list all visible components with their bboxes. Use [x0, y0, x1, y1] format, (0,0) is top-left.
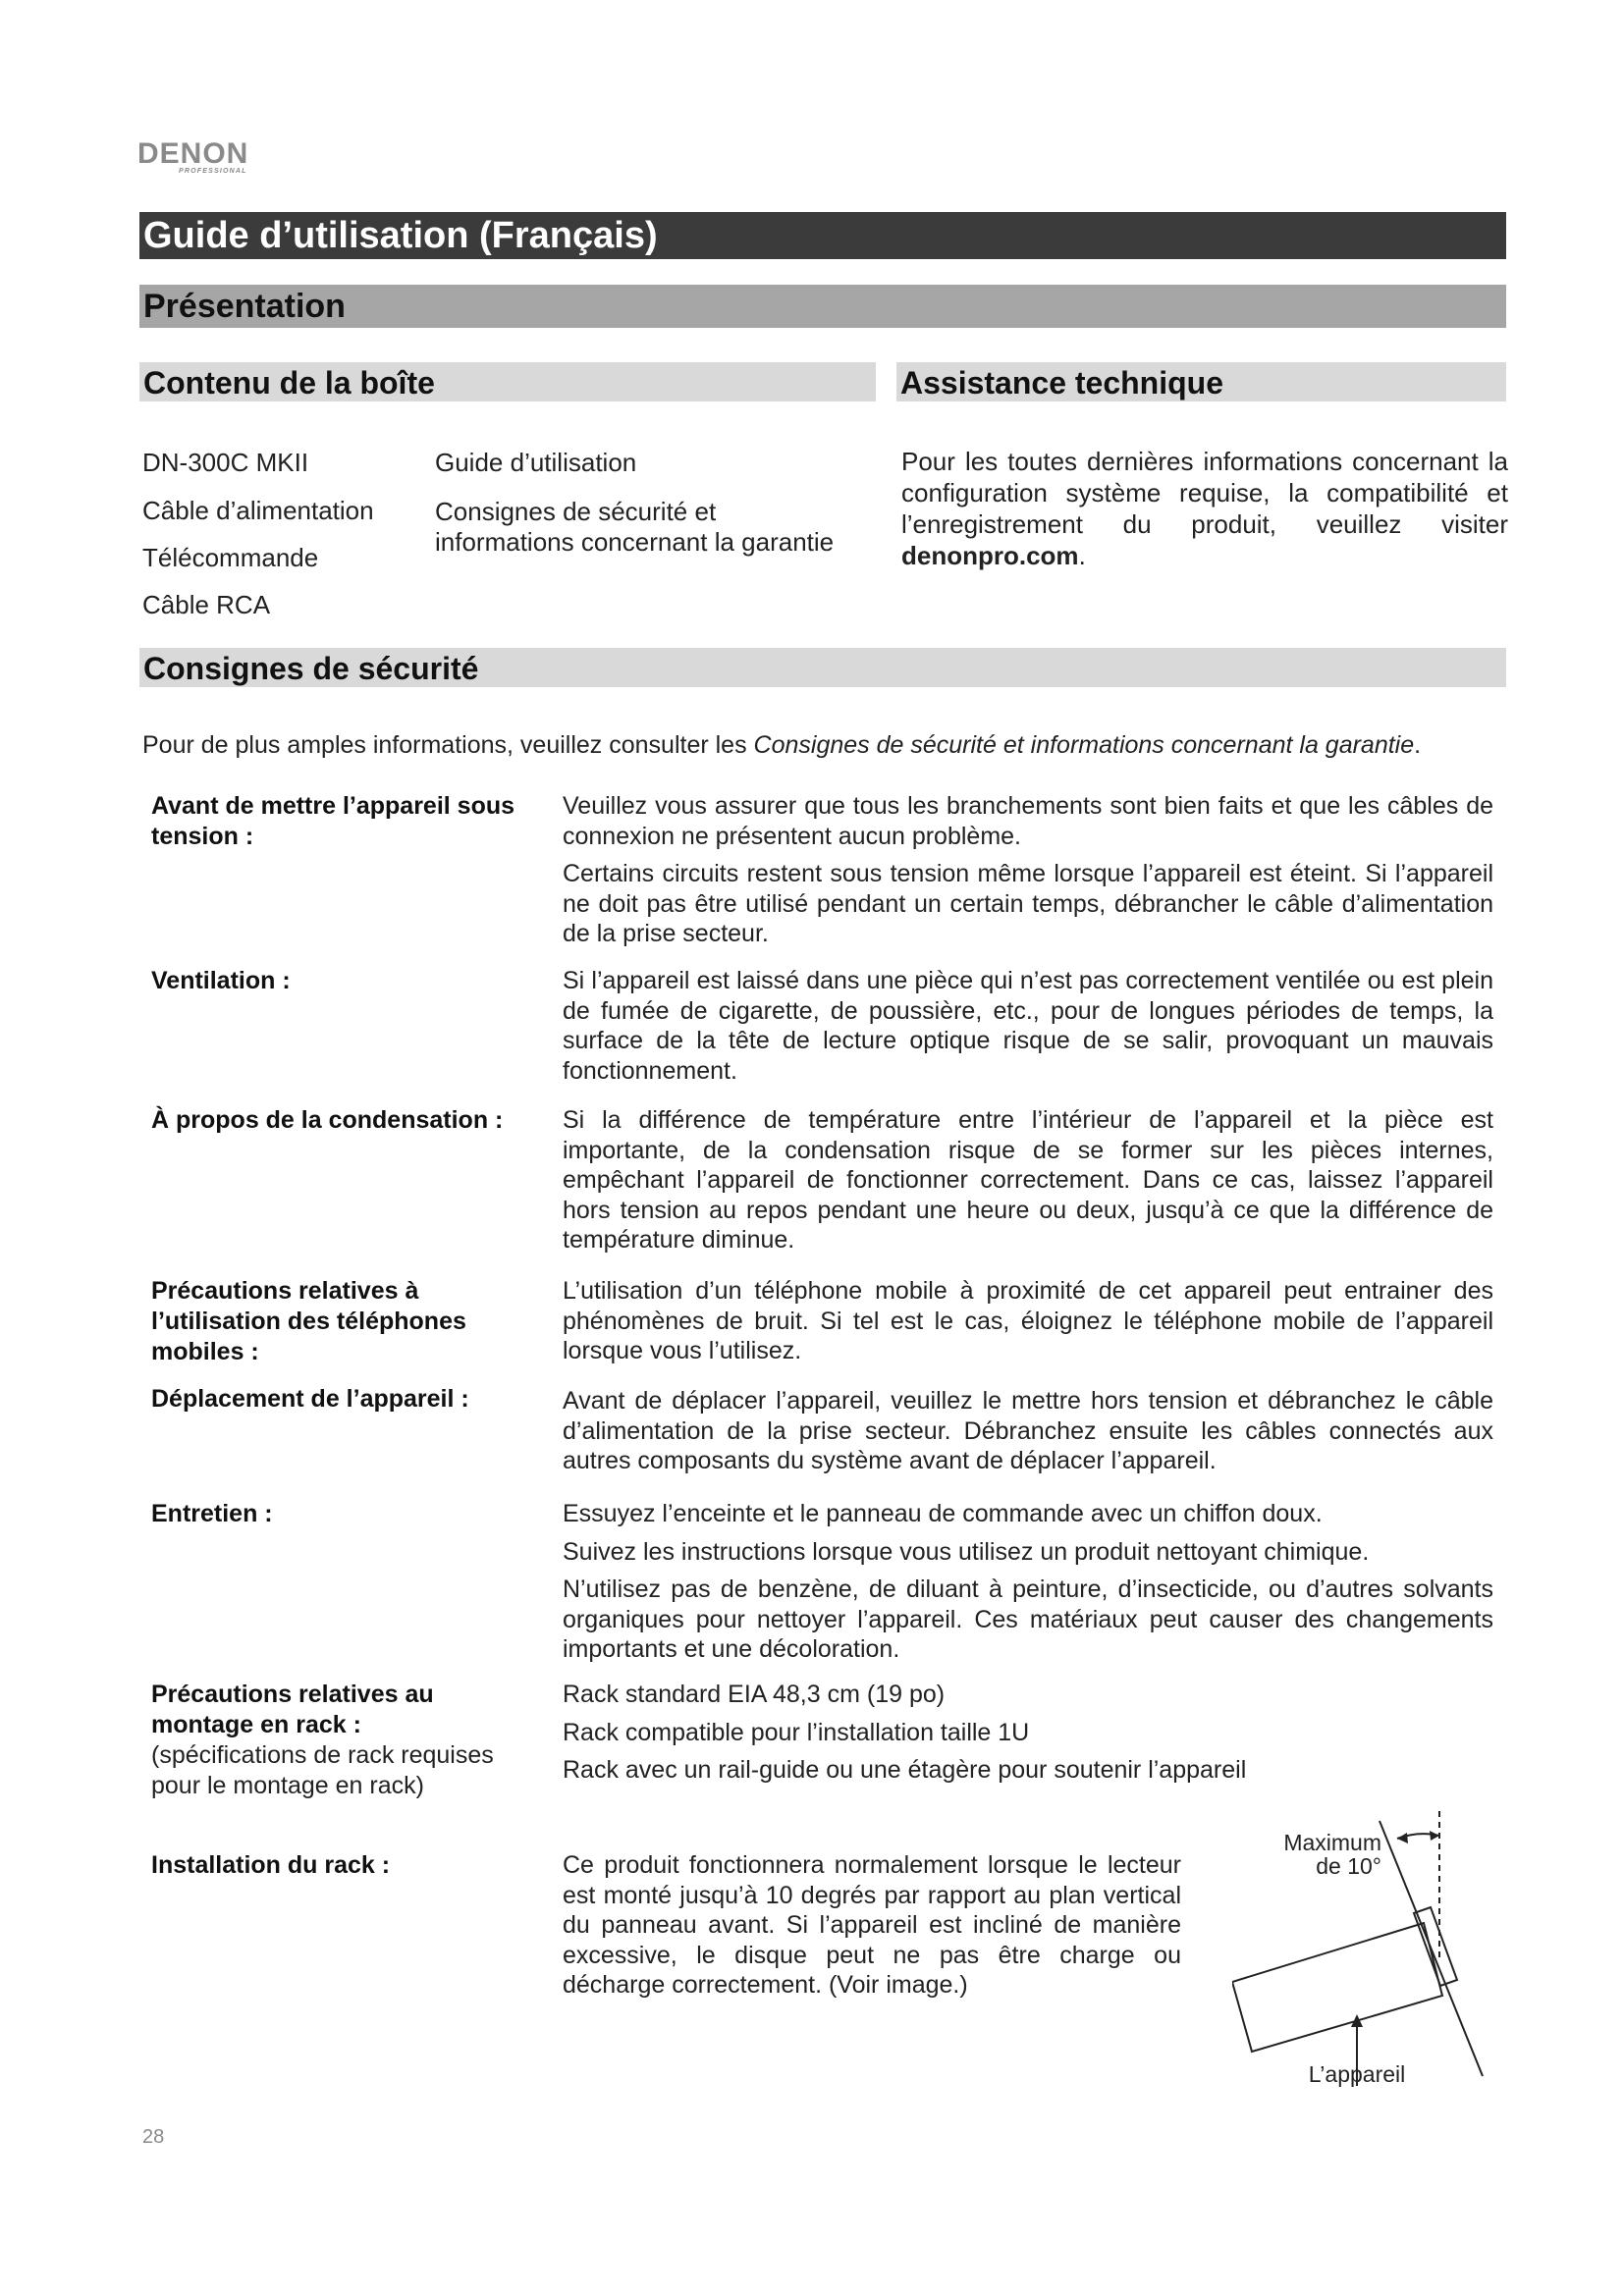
safety-intro-italic: Consignes de sécurité et informations concernant la garantie [753, 731, 1415, 759]
safety-label-power-on: Avant de mettre l’appareil sous tension : [151, 792, 515, 850]
rack-mount-title: Précautions relatives au montage en rack : [151, 1681, 434, 1738]
support-body: Pour les toutes dernières informations concernant la configuration système requise, la compatibilité et l’enregistrement du produit, veuillez visiter [901, 447, 1508, 539]
unit-pointer-arrow [1351, 2014, 1363, 2027]
paragraph: Si la différence de température entre l’intérieur de l’appareil et la pièce est importante, de la condensation risque de se former sur les pièces internes, empêchant l’appareil de fonctionner correctement. Dans ce cas, laissez l’appareil hors tension au repos pendant une heure ou deux, jusqu’à ce que la différence de température diminue. [563, 1106, 1493, 1254]
safety-text-maintenance [563, 1499, 1493, 1673]
safety-text-rack-install [563, 1850, 1181, 2008]
safety-text-ventilation [563, 966, 1493, 1094]
page-number: 28 [142, 2126, 165, 2148]
paragraph: Ce produit fonctionnera normalement lorsque le lecteur est monté jusqu’à 10 degrés par rapport au plan vertical du panneau avant. Si l’appareil est incliné de manière excessive, le disque peut ne pas être charge ou décharge correctement. (Voir image.) [563, 1851, 1181, 1999]
page-title: Guide d’utilisation (Français) [139, 212, 1506, 259]
list-item: Télécommande [142, 543, 319, 572]
safety-label-rack-mount [151, 1680, 534, 1801]
support-end: . [1078, 541, 1086, 570]
support-link[interactable]: denonpro.com [901, 541, 1079, 570]
arc-arrow-left [1397, 1833, 1408, 1843]
list-item: informations concernant la garantie [435, 527, 835, 557]
rack-mount-note: (spécifications de rack requises pour le montage en rack) [151, 1741, 494, 1799]
support-text [901, 446, 1508, 571]
logo-sub: PROFESSIONAL [179, 168, 247, 175]
paragraph: N’utilisez pas de benzène, de diluant à peinture, d’insecticide, ou d’autres solvants organiques pour nettoyer l’appareil. Ces matériaux peut causer des changements importants et une décoloration. [563, 1575, 1493, 1663]
safety-text-moving [563, 1386, 1493, 1484]
safety-label-ventilation: Ventilation : [151, 967, 291, 994]
paragraph: Avant de déplacer l’appareil, veuillez le mettre hors tension et débranchez le câble d’alimentation de la prise secteur. Débranchez ensuite les câbles connectés aux autres composants du système avant de déplacer l’appareil. [563, 1387, 1493, 1474]
section-heading: Présentation [139, 285, 1506, 328]
unit-front-panel [1414, 1907, 1457, 1986]
denon-logo [137, 137, 249, 175]
safety-label-maintenance: Entretien : [151, 1500, 273, 1527]
safety-text-condensation [563, 1105, 1493, 1263]
box-contents-heading: Contenu de la boîte [139, 362, 876, 401]
paragraph: Certains circuits restent sous tension même lorsque l’appareil est éteint. Si l’appareil ne doit pas être utilisé pendant un certain temps, débrancher le câble d’alimentation de la prise secteur. [563, 860, 1493, 947]
paragraph: Veuillez vous assurer que tous les branchements sont bien faits et que les câbles de connexion ne présentent aucun problème. [563, 792, 1493, 850]
figure-max-label-1: Maximum [1283, 1830, 1381, 1855]
safety-intro-suffix: . [1414, 731, 1422, 759]
support-heading: Assistance technique [896, 362, 1506, 401]
safety-label-mobile: Précautions relatives à l’utilisation des téléphones mobiles : [151, 1277, 466, 1365]
safety-label-moving: Déplacement de l’appareil : [151, 1385, 469, 1413]
paragraph: Rack standard EIA 48,3 cm (19 po) [563, 1681, 946, 1708]
figure-unit-label: L’appareil [1308, 2061, 1406, 2087]
safety-intro [142, 729, 1517, 761]
safety-label-condensation: À propos de la condensation : [151, 1106, 504, 1134]
paragraph: Essuyez l’enceinte et le panneau de commande avec un chiffon doux. [563, 1500, 1323, 1527]
list-item: Guide d’utilisation [435, 448, 637, 477]
logo-brand: DENON [137, 137, 249, 170]
safety-text-mobile [563, 1276, 1493, 1374]
unit-body [1232, 1923, 1442, 2052]
paragraph: Si l’appareil est laissé dans une pièce qui n’est pas correctement ventilée ou est plein de fumée de cigarette, de poussière, etc., pour de longues périodes de temps, la surface de la tête de lecture optique risque de se salir, provoquant un mauvais fonctionnement. [563, 967, 1493, 1085]
list-item: Consignes de sécurité et [435, 497, 717, 526]
safety-text-power-on [563, 791, 1493, 957]
safety-intro-prefix: Pour de plus amples informations, veuillez consulter les [142, 731, 754, 759]
list-item: DN-300C MKII [142, 448, 309, 477]
paragraph: Rack compatible pour l’installation taille 1U [563, 1718, 1030, 1746]
paragraph: L’utilisation d’un téléphone mobile à proximité de cet appareil peut entrainer des phénomènes de bruit. Si tel est le cas, éloignez le téléphone mobile de l’appareil lorsque vous l’utilisez. [563, 1277, 1493, 1364]
list-item: Câble RCA [142, 590, 271, 619]
safety-label-rack-install: Installation du rack : [151, 1851, 391, 1879]
safety-heading: Consignes de sécurité [139, 648, 1506, 687]
rack-tilt-diagram [1232, 1811, 1507, 2096]
paragraph: Rack avec un rail-guide ou une étagère pour soutenir l’appareil [563, 1756, 1247, 1784]
list-item: Câble d’alimentation [142, 496, 374, 525]
paragraph: Suivez les instructions lorsque vous utilisez un produit nettoyant chimique. [563, 1537, 1370, 1566]
safety-text-rack-mount [563, 1680, 1493, 1793]
figure-max-label-2: de 10° [1316, 1853, 1381, 1879]
arc-arrow-right [1430, 1831, 1439, 1841]
